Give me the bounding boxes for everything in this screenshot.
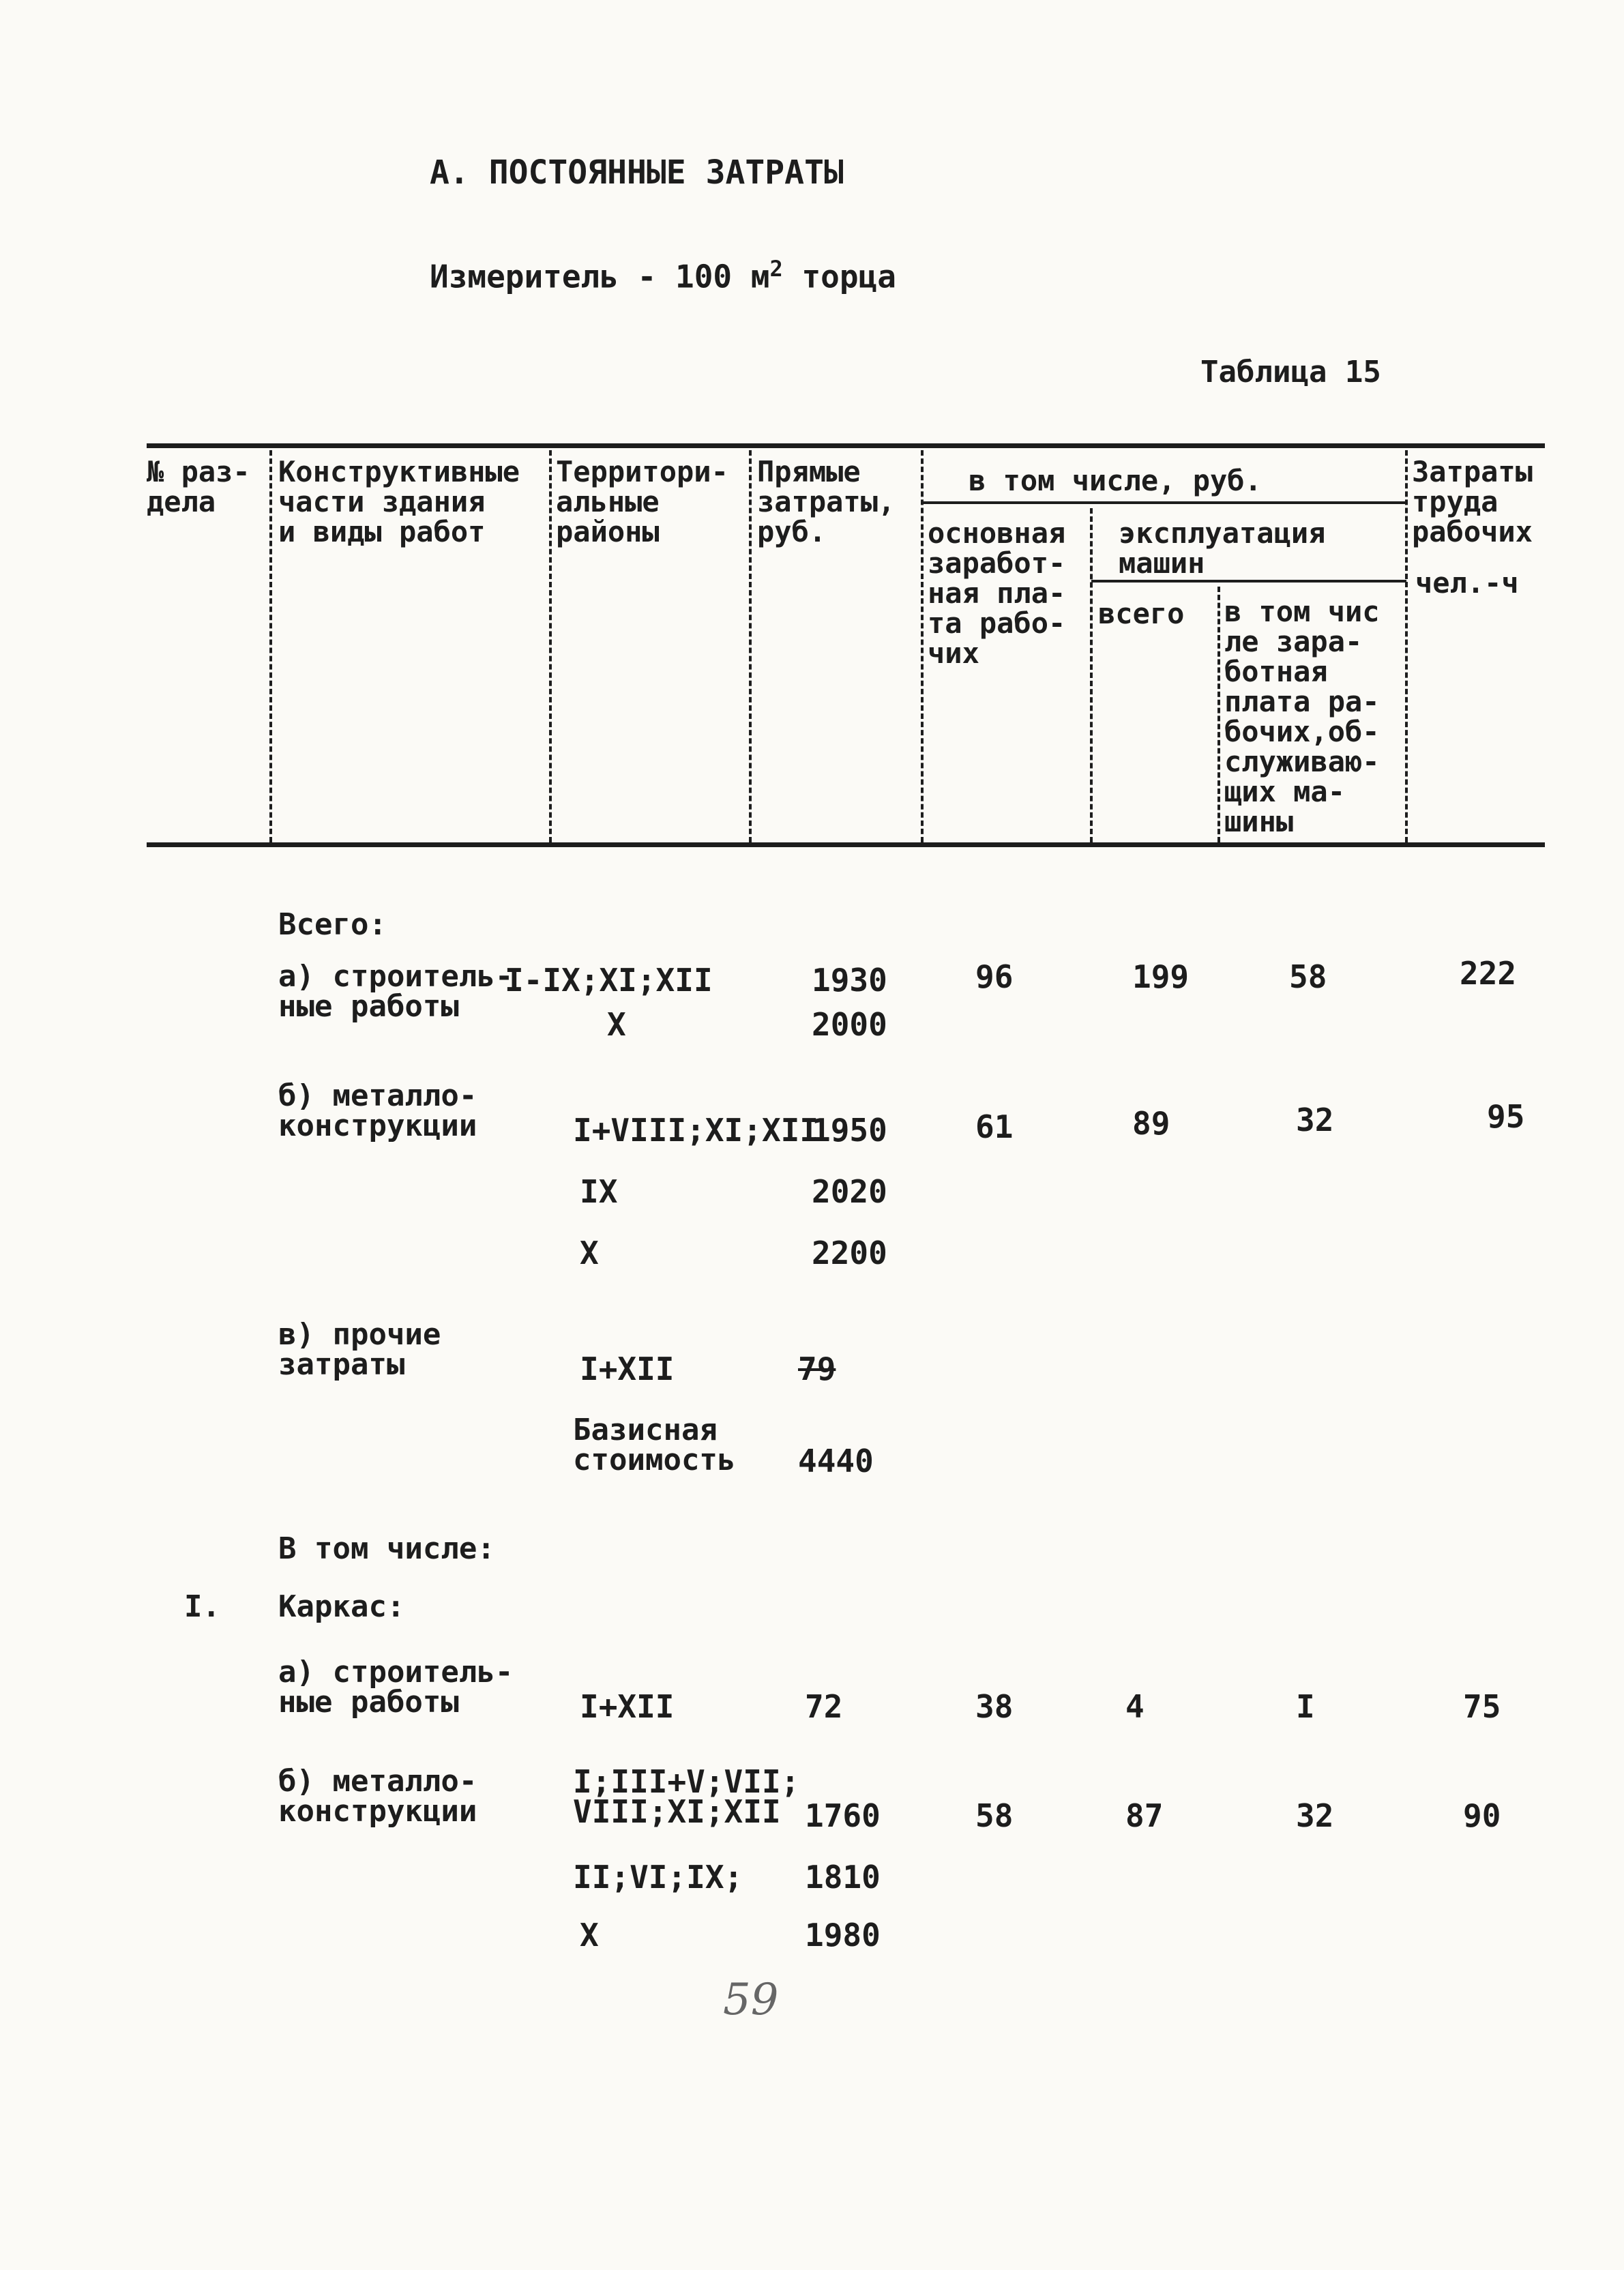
header-regions: Территори- альные районы bbox=[556, 455, 728, 548]
base-cost-label: Базисная стоимость bbox=[573, 1413, 736, 1477]
section-1-name: Каркас: bbox=[278, 1589, 405, 1624]
s1b-row1-wage: 58 bbox=[975, 1797, 1014, 1834]
a-row1-region: I-IX;XI;XII bbox=[505, 962, 713, 999]
table-label: Таблица 15 bbox=[1200, 355, 1381, 389]
s1b-label: б) металло- конструкции bbox=[278, 1764, 477, 1829]
measure-label: Измеритель - 100 м bbox=[430, 258, 770, 295]
header-top-rule bbox=[147, 443, 1545, 448]
b-row3-region: X bbox=[580, 1235, 599, 1271]
col-divider-7 bbox=[1405, 450, 1408, 842]
a-row1-wage: 96 bbox=[975, 958, 1014, 995]
s1b-row2-direct: 1810 bbox=[805, 1859, 881, 1896]
a-label: а) строитель- ные работы bbox=[278, 959, 514, 1024]
b-row2-direct: 2020 bbox=[812, 1173, 887, 1210]
s1a-region: I+XII bbox=[580, 1688, 675, 1725]
s1a-wage: 38 bbox=[975, 1688, 1014, 1725]
v-region: I+XII bbox=[580, 1351, 675, 1387]
header-section: № раз- дела bbox=[147, 455, 250, 518]
col-divider-5 bbox=[1090, 508, 1093, 842]
header-including: в том числе, руб. bbox=[969, 464, 1262, 497]
s1a-direct: 72 bbox=[805, 1688, 843, 1725]
a-row1-direct: 1930 bbox=[812, 962, 887, 999]
a-row1-labor: 222 bbox=[1460, 955, 1517, 992]
header-labor: Затраты труда рабочих bbox=[1412, 455, 1533, 548]
b-row3-direct: 2200 bbox=[812, 1235, 887, 1271]
header-bottom-rule bbox=[147, 842, 1545, 847]
b-row1-machines: 89 bbox=[1132, 1105, 1170, 1142]
s1b-row3-region: X bbox=[580, 1917, 599, 1954]
including-label: В том числе: bbox=[278, 1531, 495, 1566]
page-title: А. ПОСТОЯННЫЕ ЗАТРАТЫ bbox=[430, 153, 844, 192]
v-label: в) прочие затраты bbox=[278, 1317, 441, 1382]
col-divider-3 bbox=[749, 450, 752, 842]
header-incl-rule bbox=[922, 501, 1406, 504]
measure-superscript: 2 bbox=[769, 256, 783, 282]
s1b-row1-machine-wage: 32 bbox=[1296, 1797, 1334, 1834]
a-row2-region: X bbox=[607, 1006, 626, 1043]
s1b-row1-labor: 90 bbox=[1463, 1797, 1501, 1834]
s1b-row1-region: I;III+V;VII; VIII;XI;XII bbox=[573, 1763, 800, 1830]
s1a-labor: 75 bbox=[1463, 1688, 1501, 1725]
s1b-row1-machines: 87 bbox=[1125, 1797, 1164, 1834]
section-1-number: I. bbox=[184, 1589, 220, 1624]
b-row2-region: IX bbox=[580, 1173, 618, 1210]
header-base-wage: основная заработ- ная пла- та рабо- чих bbox=[928, 516, 1066, 670]
header-machines-wage: в том чис ле зара- ботная плата ра- бочих,об- служиваю- щих ма- шины bbox=[1224, 595, 1380, 838]
a-row2-direct: 2000 bbox=[812, 1006, 887, 1043]
header-labor-unit: чел.-ч bbox=[1415, 566, 1519, 600]
b-row1-region: I+VIII;XI;XII bbox=[573, 1112, 819, 1149]
b-row1-wage: 61 bbox=[975, 1108, 1014, 1145]
b-row1-machine-wage: 32 bbox=[1296, 1102, 1334, 1138]
header-machines-total: всего bbox=[1098, 597, 1185, 630]
v-direct: 79 bbox=[798, 1351, 836, 1387]
col-divider-1 bbox=[269, 450, 272, 842]
header-machines-rule bbox=[1091, 580, 1406, 583]
s1a-label: а) строитель- ные работы bbox=[278, 1655, 514, 1720]
b-row1-direct: 1950 bbox=[812, 1112, 887, 1149]
b-row1-labor: 95 bbox=[1487, 1098, 1525, 1135]
measure-unit bbox=[430, 256, 896, 295]
s1a-machine-wage: I bbox=[1296, 1688, 1315, 1725]
a-row1-machines: 199 bbox=[1132, 958, 1190, 995]
col-divider-2 bbox=[549, 450, 552, 842]
header-parts: Конструктивные части здания и виды работ bbox=[278, 455, 520, 548]
b-label: б) металло- конструкции bbox=[278, 1078, 477, 1143]
header-direct-costs: Прямые затраты, руб. bbox=[757, 455, 896, 548]
measure-suffix: торца bbox=[782, 258, 896, 295]
s1b-row3-direct: 1980 bbox=[805, 1917, 881, 1954]
total-label: Всего: bbox=[278, 907, 387, 942]
header-machines: эксплуатация машин bbox=[1119, 516, 1326, 580]
a-row1-machine-wage: 58 bbox=[1289, 958, 1327, 995]
col-divider-4 bbox=[921, 450, 924, 842]
s1b-row2-region: II;VI;IX; bbox=[573, 1859, 743, 1896]
s1a-machines: 4 bbox=[1125, 1688, 1145, 1725]
s1b-row1-direct: 1760 bbox=[805, 1797, 881, 1834]
base-cost-value: 4440 bbox=[798, 1443, 874, 1479]
page-number: 59 bbox=[723, 1975, 779, 2025]
col-divider-6 bbox=[1217, 587, 1220, 842]
